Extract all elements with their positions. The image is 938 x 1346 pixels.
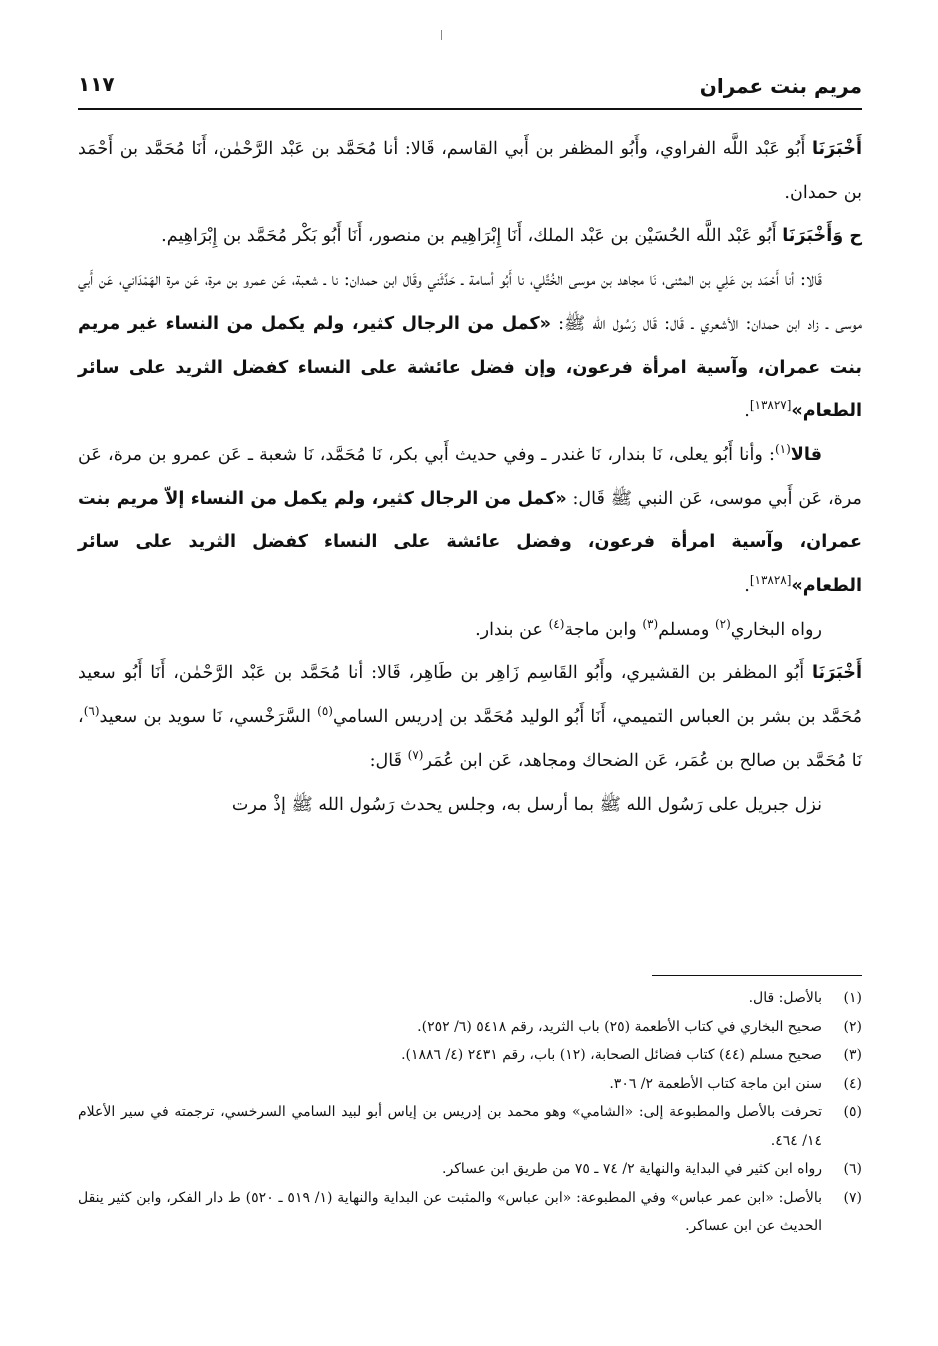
- paragraph-text: : وأنا أَبُو يعلى، نَا بندار، نَا غندر ـ وفي حديث أَبي بكر، نَا مُحَمَّد، نَا شعبة ـ عَن عمرو بن مرة، عَن مرة، عَن أَبي موسى، عَن النبي ﷺ قَال:: [78, 444, 862, 509]
- footnote: [78, 1184, 862, 1241]
- footnote-text: صحيح مسلم (٤٤) كتاب فضائل الصحابة، (١٢) باب، رقم ٢٤٣١ (٤/ ١٨٨٦).: [401, 1047, 822, 1063]
- footnote-text: سنن ابن ماجة كتاب الأطعمة ٢/ ٣٠٦.: [609, 1075, 822, 1092]
- footnote-number: (٦): [843, 1161, 862, 1177]
- footnote-number: (١): [843, 990, 862, 1006]
- paragraph-5: [78, 609, 862, 653]
- footnotes: [78, 984, 862, 1241]
- footnote-number: (٢): [843, 1018, 862, 1035]
- footnote-divider: [652, 975, 862, 976]
- footnote: [78, 1013, 862, 1042]
- footnote: [78, 1155, 862, 1184]
- footnote-number: (٥): [843, 1104, 862, 1120]
- paragraph-text: قَال:: [369, 750, 408, 771]
- footnote-number: (٣): [843, 1047, 862, 1063]
- footnote-number: (٧): [843, 1189, 862, 1206]
- paragraph-text: ، نَا مُحَمَّد بن صالح بن عُمَر، عَن الضحاك ومجاهد، عَن ابن عُمَر: [78, 707, 862, 771]
- hadith-text: «كمل من الرجال كثير، ولم يكمل من النساء غير مريم بنت عمران، وآسية امرأة فرعون، وإن فضل عائشة على النساء كفضل الثريد على سائر الطعام»: [78, 313, 862, 422]
- paragraph-3: [78, 259, 862, 434]
- footnote-ref: (٧): [407, 747, 424, 762]
- scan-mark: [441, 30, 442, 40]
- paragraph-end: .: [744, 401, 750, 422]
- paragraph-7: [78, 784, 862, 828]
- page-header: [78, 68, 862, 110]
- footnote: [78, 1041, 862, 1070]
- paragraph-6: [78, 652, 862, 783]
- lead-word: أَخْبَرَنَا: [811, 663, 862, 684]
- paragraph-text: أَبُو عَبْد اللَّه الحُسَيْن بن عَبْد الملك، أَنَا إِبْرَاهِيم بن منصور، أَنَا أَبُو بَكْر مُحَمَّد بن إِبْرَاهِيم.: [161, 226, 783, 247]
- footnote-ref: (٤): [548, 616, 565, 631]
- paragraph-text: أَبُو عَبْد اللَّه الفراوي، وأَبُو المظفر بن أَبي القاسم، قَالا: أنا مُحَمَّد بن عَبْد الرَّحْمٰن، أَنَا مُحَمَّد بن أَحْمَد بن حمدان.: [78, 139, 862, 203]
- footnote-text: رواه ابن كثير في البداية والنهاية ٢/ ٧٤ ـ ٧٥ من طريق ابن عساكر.: [442, 1161, 822, 1177]
- footnote-text: صحيح البخاري في كتاب الأطعمة (٢٥) باب الثريد، رقم ٥٤١٨ (٦/ ٢٥٢).: [417, 1018, 822, 1035]
- paragraph-text: أَبُو المظفر بن القشيري، وأَبُو القَاسِم زَاهِر بن طَاهِر، قَالا: أنا مُحَمَّد بن عَبْد الرَّحْمٰن، أَنَا أَبُو سعيد مُحَمَّد بن بشر بن العباس التميمي، أَنَا أَبُو الوليد مُحَمَّد بن إدريس السامي: [78, 663, 862, 728]
- lead-word: ح وَأَخْبَرَنَا: [782, 226, 862, 247]
- footnote-ref: (٢): [714, 616, 731, 631]
- paragraph-text: عن بندار.: [475, 619, 549, 640]
- footnote: [78, 1070, 862, 1099]
- footnote-ref: (٥): [317, 704, 333, 719]
- footnote-text: بالأصل: «ابن عمر عباس» وفي المطبوعة: «ابن عباس» والمثبت عن البداية والنهاية (١/ ٥١٩ ـ ٥٢٠) ط دار الفكر، وابن كثير ينقل الحديث عن ابن عساكر.: [78, 1189, 822, 1234]
- footnote: [78, 984, 862, 1013]
- hadith-text: «كمل من الرجال كثير، ولم يكمل من النساء إلاّ مريم بنت عمران، وآسية امرأة فرعون، وفضل عائشة على النساء كفضل الثريد على سائر الطعام»: [78, 488, 862, 597]
- lead-word: أَخْبَرَنَا: [811, 139, 862, 159]
- paragraph-4: [78, 434, 862, 609]
- paragraph-text: رواه البخاري: [730, 619, 822, 640]
- hadith-ref: [١٣٨٢٧]: [749, 398, 792, 413]
- footnote-text: تحرفت بالأصل والمطبوعة إلى: «الشامي» وهو محمد بن إدريس بن إياس أبو لبيد السامي السرخسي، ترجمته في سير الأعلام ١٤/ ٤٦٤.: [78, 1104, 822, 1149]
- footnote-text: بالأصل: قال.: [748, 990, 822, 1006]
- footnote-number: (٤): [843, 1075, 862, 1092]
- paragraph-1: [78, 128, 862, 215]
- footnote-ref: (١): [774, 442, 791, 457]
- paragraph-text: ومسلم: [658, 619, 715, 640]
- footnote: [78, 1098, 862, 1155]
- footnote-ref: (٦): [83, 704, 100, 719]
- paragraph-text: السَّرَخْسي، نَا سويد بن سعيد: [99, 707, 318, 728]
- hadith-ref: [١٣٨٢٨]: [749, 573, 792, 588]
- page-number: ١١٧: [78, 72, 115, 96]
- running-title: مريم بنت عمران: [699, 74, 862, 98]
- paragraph-text: نزل جبريل على رَسُول الله ﷺ بما أرسل به، وجلس يحدث رَسُول الله ﷺ إذْ مرت: [231, 794, 822, 815]
- paragraph-text: قَالا: أنا أَحْمَد بن عَلِي بن المثنى، نَا مجاهد بن موسى الخُتَّلي، نا أَبُو أسامة ـ حَدَّثَني وقَال ابن حمدان: نا ـ شعبة، عَن عمرو بن مرة، عَن مرة الهَمْدَاني، عَن أَبي موسى ـ زاد ابن حمدان: الأشعري ـ قَال: قَال رَسُول الله ﷺ:: [78, 270, 862, 334]
- paragraph-text: وابن ماجة: [564, 619, 643, 640]
- paragraph-2: [78, 215, 862, 259]
- paragraph-end: .: [744, 576, 750, 597]
- lead-word: قالا: [790, 444, 822, 465]
- footnote-ref: (٣): [642, 616, 659, 631]
- main-text: [78, 128, 862, 827]
